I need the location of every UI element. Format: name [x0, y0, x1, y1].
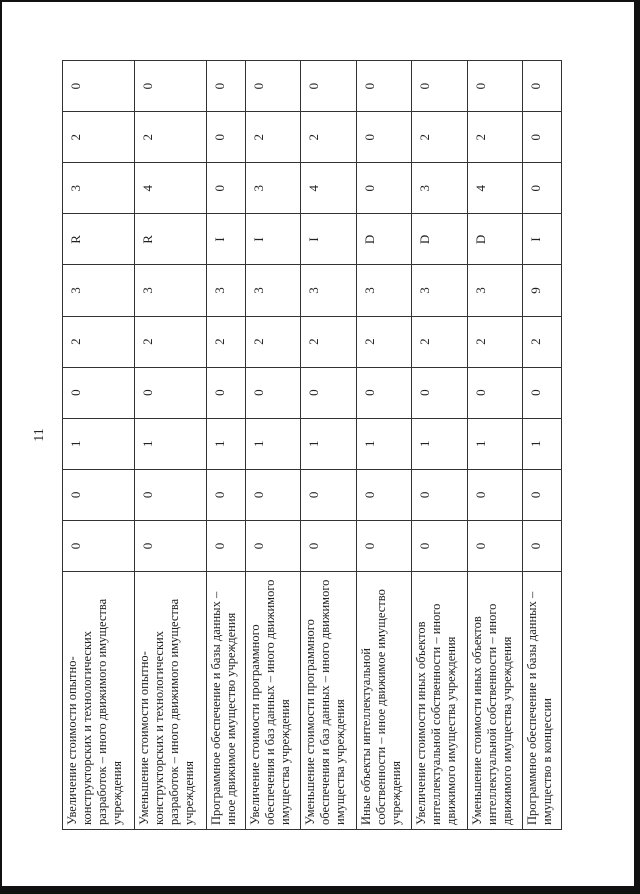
code-digit: 0	[412, 469, 467, 520]
code-digit: 1	[207, 418, 246, 469]
code-digit: 2	[301, 316, 356, 367]
code-digit: R	[63, 214, 135, 265]
code-digit: 2	[245, 316, 300, 367]
code-digit: 4	[467, 163, 522, 214]
code-digit: 0	[467, 520, 522, 571]
code-digit: 1	[523, 418, 562, 469]
scan-edge-bottom	[0, 886, 640, 894]
code-digit: 1	[245, 418, 300, 469]
scan-edge-left	[0, 0, 2, 894]
code-digit: 2	[356, 316, 411, 367]
account-codes-table	[62, 60, 562, 830]
code-digit: 2	[245, 112, 300, 163]
code-digit: 0	[63, 520, 135, 571]
code-digit: D	[356, 214, 411, 265]
row-label: Программное обеспечение и базы данных – иное движимое имущество учреждения	[207, 572, 246, 830]
code-digit: 3	[301, 265, 356, 316]
code-digit: 0	[207, 112, 246, 163]
code-digit: 0	[523, 112, 562, 163]
scan-edge-top	[0, 0, 640, 2]
table-row	[245, 61, 300, 830]
code-digit: 0	[245, 61, 300, 112]
table-row	[467, 61, 522, 830]
code-digit: 0	[356, 112, 411, 163]
code-digit: R	[135, 214, 207, 265]
code-digit: 1	[135, 418, 207, 469]
row-label: Уменьшение стоимости программного обеспечения и баз данных – иного движимого имущества учреждения	[301, 572, 356, 830]
code-digit: 0	[63, 367, 135, 418]
code-digit: D	[467, 214, 522, 265]
row-label: Увеличение стоимости опытно-конструкторских и технологических разработок – иного движимого имущества учреждения	[63, 572, 135, 830]
code-digit: 0	[523, 61, 562, 112]
table-row	[63, 61, 135, 830]
code-digit: 2	[207, 316, 246, 367]
code-digit: 0	[412, 520, 467, 571]
code-digit: 0	[63, 469, 135, 520]
code-digit: 3	[245, 265, 300, 316]
code-digit: I	[245, 214, 300, 265]
code-digit: 1	[467, 418, 522, 469]
code-digit: 1	[356, 418, 411, 469]
code-digit: 0	[207, 61, 246, 112]
code-digit: 0	[412, 367, 467, 418]
row-label: Программное обеспечение и базы данных – имущество в концессии	[523, 572, 562, 830]
code-digit: 0	[467, 469, 522, 520]
code-digit: 2	[523, 316, 562, 367]
row-label: Иные объекты интеллектуальной собственности – иное движимое имущество учреждения	[356, 572, 411, 830]
table-row	[412, 61, 467, 830]
code-digit: 0	[207, 520, 246, 571]
code-digit: 3	[412, 163, 467, 214]
rotated-table-container	[62, 60, 562, 830]
code-digit: 3	[207, 265, 246, 316]
code-digit: 2	[301, 112, 356, 163]
code-digit: 3	[245, 163, 300, 214]
code-digit: 4	[135, 163, 207, 214]
code-digit: 0	[356, 61, 411, 112]
code-digit: 0	[301, 520, 356, 571]
code-digit: 0	[523, 520, 562, 571]
code-digit: 0	[207, 367, 246, 418]
code-digit: 3	[467, 265, 522, 316]
code-digit: 2	[467, 112, 522, 163]
code-digit: 0	[356, 520, 411, 571]
code-digit: 4	[301, 163, 356, 214]
code-digit: 0	[523, 469, 562, 520]
code-digit: 0	[301, 469, 356, 520]
code-digit: I	[301, 214, 356, 265]
table-row	[523, 61, 562, 830]
table-row	[356, 61, 411, 830]
code-digit: 0	[523, 367, 562, 418]
page-number: 11	[32, 428, 47, 442]
code-digit: 0	[301, 367, 356, 418]
code-digit: 3	[412, 265, 467, 316]
code-digit: 9	[523, 265, 562, 316]
code-digit: 0	[301, 61, 356, 112]
code-digit: 2	[412, 112, 467, 163]
code-digit: D	[412, 214, 467, 265]
code-digit: 0	[245, 367, 300, 418]
code-digit: 1	[412, 418, 467, 469]
code-digit: 1	[301, 418, 356, 469]
scan-edge-right	[634, 0, 640, 894]
code-digit: 0	[412, 61, 467, 112]
row-label: Увеличение стоимости программного обеспечения и баз данных – иного движимого имущества учреждения	[245, 572, 300, 830]
code-digit: I	[207, 214, 246, 265]
code-digit: 0	[207, 469, 246, 520]
code-digit: 0	[63, 61, 135, 112]
code-digit: 0	[467, 61, 522, 112]
code-digit: 3	[356, 265, 411, 316]
code-digit: 0	[135, 469, 207, 520]
code-digit: 2	[412, 316, 467, 367]
code-digit: 2	[135, 112, 207, 163]
code-digit: 0	[356, 469, 411, 520]
code-digit: 3	[63, 163, 135, 214]
code-digit: 0	[523, 163, 562, 214]
code-digit: 0	[135, 367, 207, 418]
code-digit: 0	[245, 520, 300, 571]
code-digit: 2	[63, 112, 135, 163]
code-digit: 0	[135, 61, 207, 112]
row-label: Уменьшение стоимости иных объектов интеллектуальной собственности – иного движимого имущества учреждения	[467, 572, 522, 830]
code-digit: 0	[245, 469, 300, 520]
code-digit: 0	[356, 367, 411, 418]
code-digit: I	[523, 214, 562, 265]
table-row	[301, 61, 356, 830]
code-digit: 0	[356, 163, 411, 214]
code-digit: 2	[467, 316, 522, 367]
code-digit: 1	[63, 418, 135, 469]
code-digit: 2	[135, 316, 207, 367]
table-row	[135, 61, 207, 830]
code-digit: 3	[63, 265, 135, 316]
code-digit: 2	[63, 316, 135, 367]
code-digit: 0	[207, 163, 246, 214]
row-label: Увеличение стоимости иных объектов интеллектуальной собственности – иного движимого имущества учреждения	[412, 572, 467, 830]
table-row	[207, 61, 246, 830]
code-digit: 3	[135, 265, 207, 316]
row-label: Уменьшение стоимости опытно-конструкторских и технологических разработок – иного движимого имущества учреждения	[135, 572, 207, 830]
code-digit: 0	[135, 520, 207, 571]
code-digit: 0	[467, 367, 522, 418]
